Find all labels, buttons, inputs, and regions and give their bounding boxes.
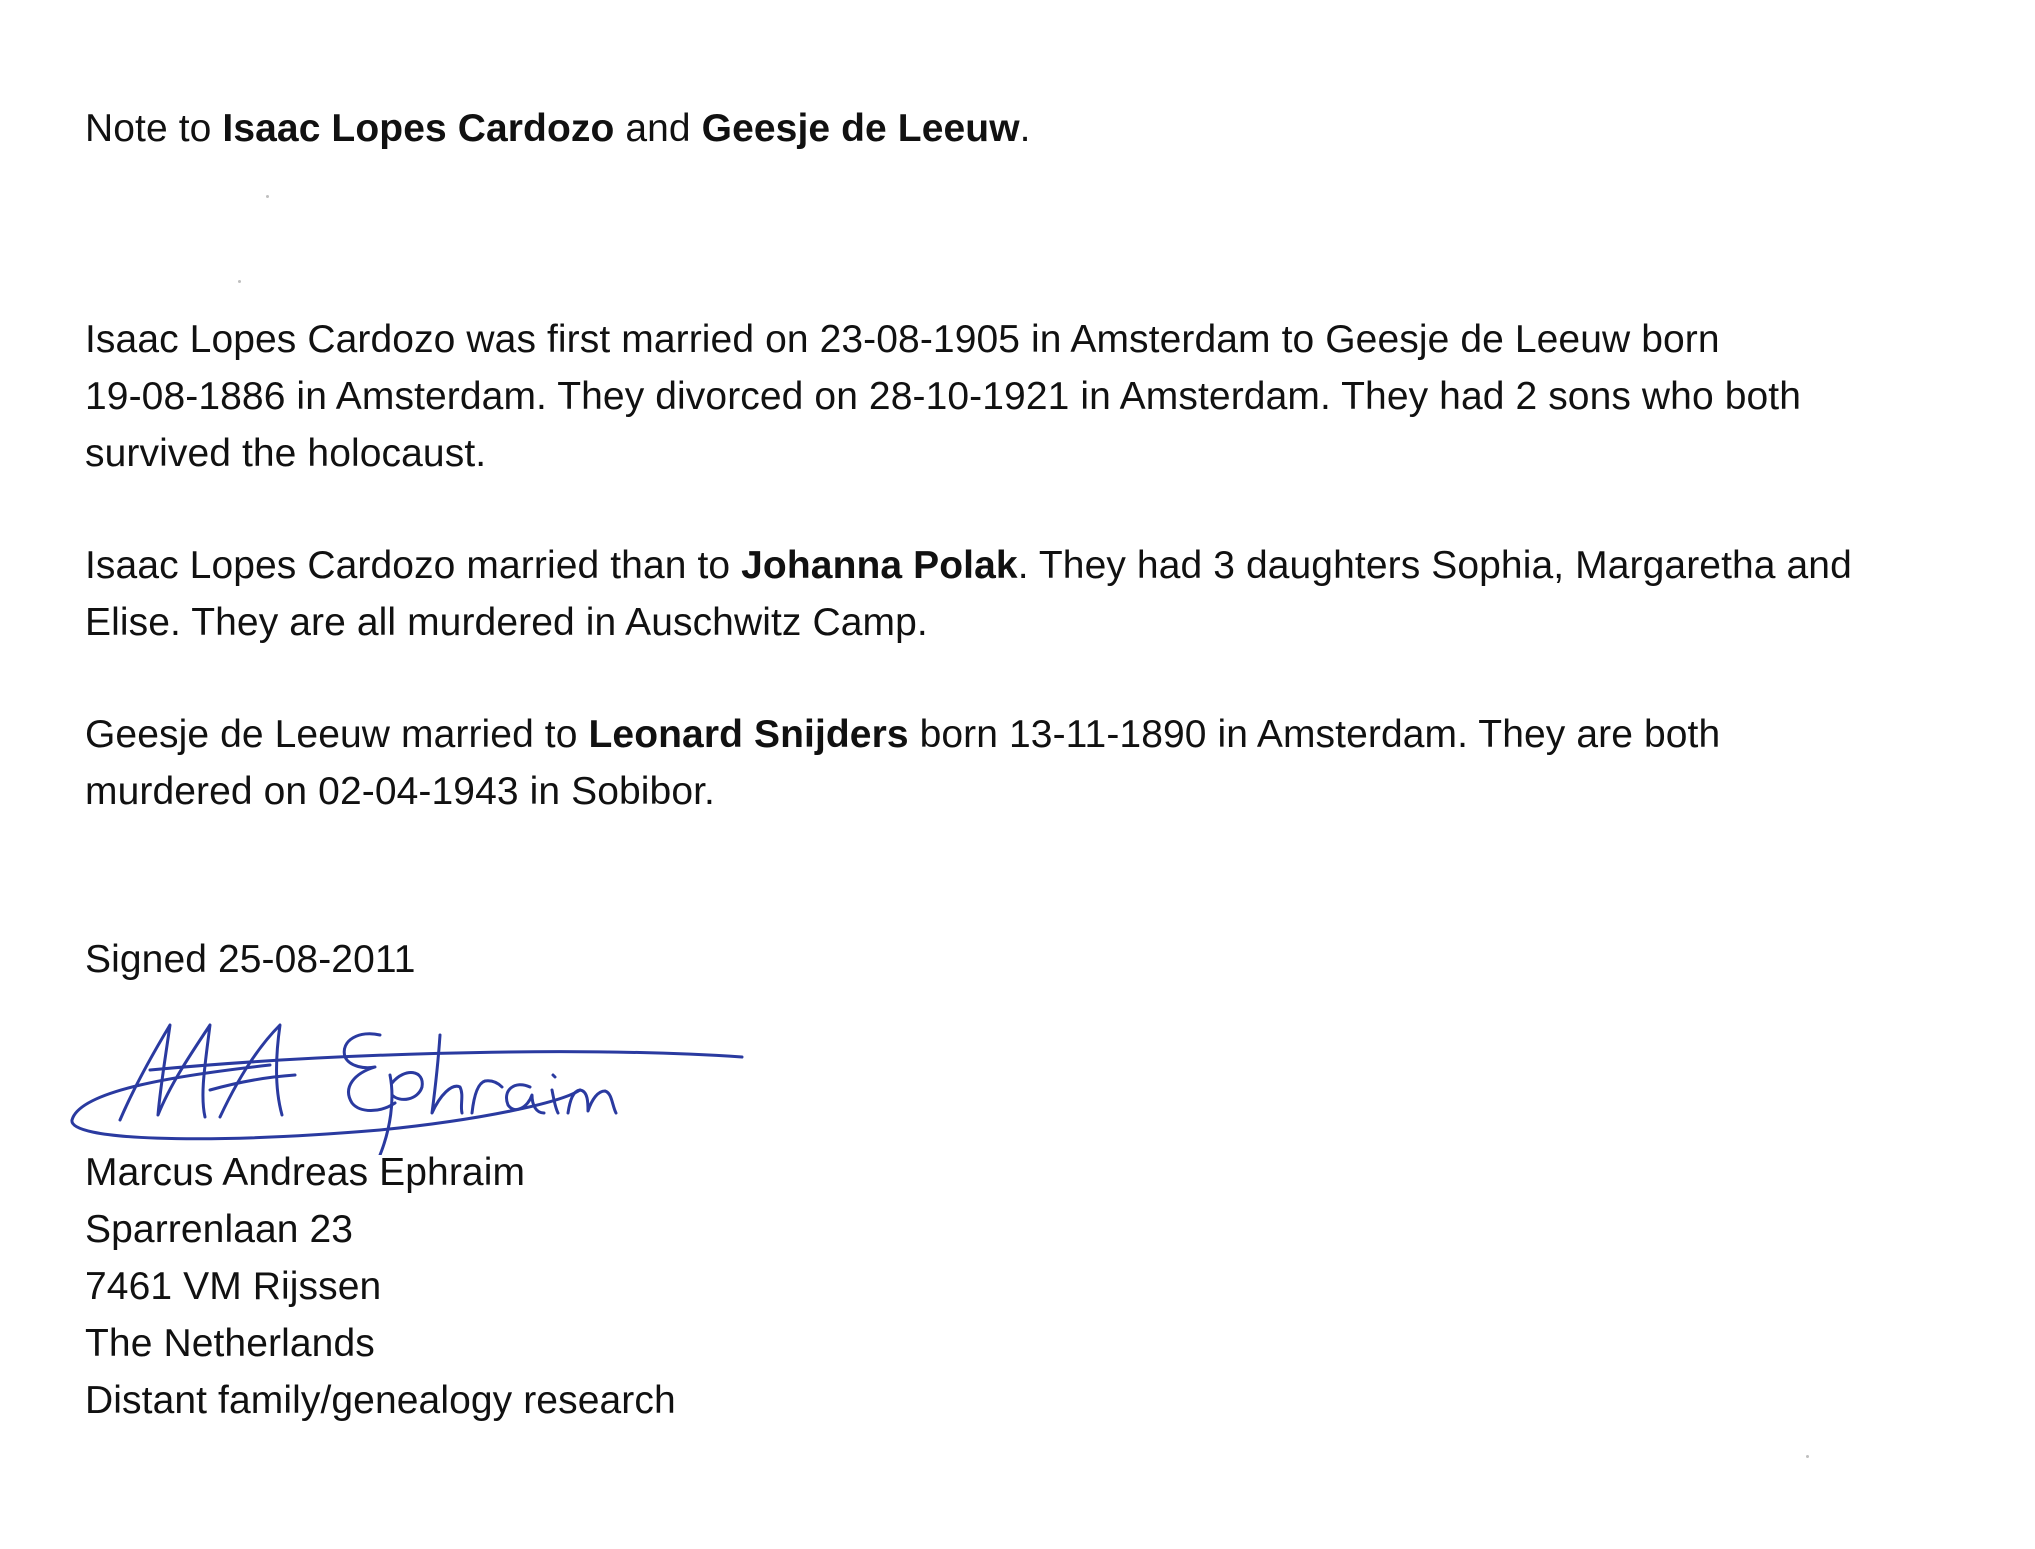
name-johanna-polak: Johanna Polak — [741, 544, 1018, 587]
sender-note: Distant family/genealogy research — [85, 1379, 676, 1422]
paragraph-line: 19-08-1886 in Amsterdam. They divorced on 28-10-1921 in Amsterdam. They had 2 sons who both — [85, 375, 1801, 418]
heading-mid: and — [614, 107, 702, 150]
paragraph-second-marriage — [85, 537, 1852, 651]
paragraph-line — [85, 706, 1720, 763]
paragraph-line: survived the holocaust. — [85, 432, 487, 475]
handwritten-signature — [60, 995, 760, 1155]
signed-date: Signed 25-08-2011 — [85, 938, 416, 981]
name-leonard-snijders: Leonard Snijders — [588, 713, 909, 756]
text-fragment: born 13-11-1890 in Amsterdam. They are both — [908, 713, 1721, 756]
text-fragment: . They had 3 daughters Sophia, Margaretha and — [1017, 544, 1852, 587]
heading-suffix: . — [1019, 107, 1031, 150]
scan-speck — [266, 195, 269, 198]
sender-address — [85, 1144, 676, 1429]
scan-speck — [1806, 1455, 1809, 1458]
paragraph-line — [85, 537, 1852, 594]
paragraph-line: murdered on 02-04-1943 in Sobibor. — [85, 770, 715, 813]
sender-city: 7461 VM Rijssen — [85, 1265, 382, 1308]
sender-street: Sparrenlaan 23 — [85, 1208, 354, 1251]
note-heading — [85, 100, 1031, 157]
text-fragment: Isaac Lopes Cardozo married than to — [85, 544, 742, 587]
text-fragment: Geesje de Leeuw married to — [85, 713, 589, 756]
scan-speck — [238, 280, 241, 283]
paragraph-geesje-marriage — [85, 706, 1720, 820]
heading-prefix: Note to — [85, 107, 223, 150]
sender-country: The Netherlands — [85, 1322, 375, 1365]
sender-name: Marcus Andreas Ephraim — [85, 1151, 526, 1194]
paragraph-line: Isaac Lopes Cardozo was first married on 23-08-1905 in Amsterdam to Geesje de Leeuw born — [85, 318, 1720, 361]
heading-name-isaac: Isaac Lopes Cardozo — [222, 107, 615, 150]
paragraph-first-marriage — [85, 311, 1801, 482]
paragraph-line: Elise. They are all murdered in Auschwitz Camp. — [85, 601, 928, 644]
heading-name-geesje: Geesje de Leeuw — [701, 107, 1020, 150]
